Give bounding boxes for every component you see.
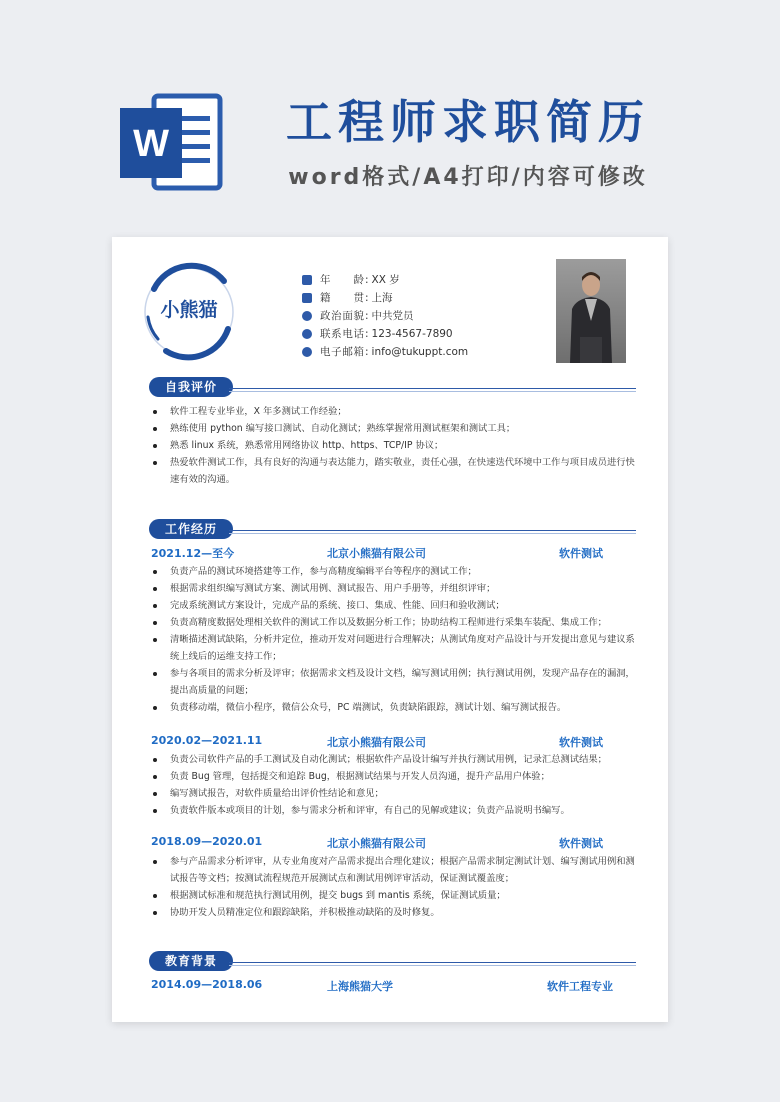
list-item: 负责产品的测试环境搭建等工作，参与高精度编辑平台等程序的测试工作； — [148, 563, 638, 580]
job-header — [151, 734, 621, 750]
education-school: 上海熊猫大学 — [327, 980, 393, 993]
job-date: 2018.09—2020.01 — [151, 835, 263, 848]
banner — [0, 0, 780, 230]
list-item: 负责公司软件产品的手工测试及自动化测试；根据软件产品设计编写并执行测试用例，记录汇总测试结果； — [148, 751, 638, 768]
job-role: 软件测试 — [559, 547, 603, 560]
education-major: 软件工程专业 — [547, 980, 613, 993]
section-title: 教育背景 — [149, 951, 233, 971]
banner-title: 工程师求职简历 — [286, 95, 650, 149]
list-item: 负责高精度数据处理相关软件的测试工作以及数据分析工作；协助结构工程师进行采集车装配、集成工作； — [148, 614, 638, 631]
list-item: 清晰描述测试缺陷，分析并定位，推动开发对问题进行合理解决；从测试角度对产品设计与开发提出意见与建议系统上线后的运维支持工作； — [148, 631, 638, 665]
calendar-icon — [302, 275, 312, 285]
list-item: 编写测试报告，对软件质量给出评价性结论和意见； — [148, 785, 638, 802]
section-work — [149, 519, 636, 539]
job-company: 北京小熊猫有限公司 — [327, 837, 426, 850]
banner-subtitle: word格式/A4打印/内容可修改 — [288, 165, 648, 190]
section-title: 自我评价 — [149, 377, 233, 397]
list-item: 根据测试标准和规范执行测试用例，提交 bugs 到 mantis 系统，保证测试质量； — [148, 887, 638, 904]
education-row — [151, 978, 621, 994]
section-title: 工作经历 — [149, 519, 233, 539]
job-duties-list — [148, 751, 638, 819]
location-icon — [302, 311, 312, 321]
resume-page — [112, 237, 668, 1022]
list-item: 熟练使用 python 编写接口测试、自动化测试；熟练掌握常用测试框架和测试工具； — [148, 420, 638, 437]
job-company: 北京小熊猫有限公司 — [327, 547, 426, 560]
profile-photo — [556, 259, 626, 363]
info-value: 123-4567-7890 — [371, 328, 453, 340]
list-item: 参与产品需求分析评审，从专业角度对产品需求提出合理化建议；根据产品需求制定测试计划、编写测试用例和测试报告等文档；按测试流程规范开展测试点和测试用例评审活动，保证测试覆盖度； — [148, 853, 638, 887]
self-eval-list — [148, 403, 638, 488]
mail-icon — [302, 347, 312, 357]
word-logo-icon — [116, 88, 226, 198]
job-company: 北京小熊猫有限公司 — [327, 736, 426, 749]
info-value: 中共党员 — [371, 310, 414, 322]
job-role: 软件测试 — [559, 736, 603, 749]
info-value: 上海 — [371, 292, 393, 304]
word-logo-letter: W — [133, 123, 169, 165]
info-label: 联系电话 — [320, 328, 364, 340]
list-item: 负责软件版本或项目的计划，参与需求分析和评审，有自己的见解或建议；负责产品说明书编写。 — [148, 802, 638, 819]
info-label: 籍贯 — [320, 292, 364, 304]
info-row-political: 政治面貌 : 中共党员 — [302, 307, 468, 325]
job-duties-list — [148, 563, 638, 716]
info-value: XX 岁 — [371, 274, 400, 286]
info-label: 政治面貌 — [320, 310, 364, 322]
list-item: 根据需求组织编写测试方案、测试用例、测试报告、用户手册等，并组织评审； — [148, 580, 638, 597]
education-date: 2014.09—2018.06 — [151, 978, 263, 991]
list-item: 协助开发人员精准定位和跟踪缺陷，并积极推动缺陷的及时修复。 — [148, 904, 638, 921]
job-header — [151, 545, 621, 561]
info-row-email: 电子邮箱 : info@tukuppt.com — [302, 343, 468, 361]
list-item: 熟悉 linux 系统，熟悉常用网络协议 http、https、TCP/IP 协议； — [148, 437, 638, 454]
job-date: 2021.12—至今 — [151, 547, 235, 560]
list-item: 软件工程专业毕业，X 年多测试工作经验； — [148, 403, 638, 420]
candidate-name: 小熊猫 — [160, 299, 218, 321]
info-row-age: 年龄 : XX 岁 — [302, 271, 468, 289]
list-item: 负责 Bug 管理，包括提交和追踪 Bug，根据测试结果与开发人员沟通，提升产品用户体验； — [148, 768, 638, 785]
info-value: info@tukuppt.com — [371, 346, 469, 358]
list-item: 负责移动端，微信小程序，微信公众号，PC 端测试，负责缺陷跟踪，测试计划、编写测试报告。 — [148, 699, 638, 716]
job-date: 2020.02—2021.11 — [151, 734, 263, 747]
section-self-eval — [149, 377, 636, 397]
info-row-phone: 联系电话 : 123-4567-7890 — [302, 325, 468, 343]
home-icon — [302, 293, 312, 303]
info-label: 年龄 — [320, 274, 364, 286]
phone-icon — [302, 329, 312, 339]
personal-info — [302, 271, 468, 361]
job-duties-list — [148, 853, 638, 921]
list-item: 完成系统测试方案设计，完成产品的系统、接口、集成、性能、回归和验收测试； — [148, 597, 638, 614]
list-item: 参与各项目的需求分析及评审；依据需求文档及设计文档，编写测试用例；执行测试用例，发现产品存在的漏洞，提出高质量的问题； — [148, 665, 638, 699]
job-header — [151, 835, 621, 851]
list-item: 热爱软件测试工作，具有良好的沟通与表达能力，踏实敬业，责任心强，在快速迭代环境中工作与项目成员进行快速有效的沟通。 — [148, 454, 638, 488]
job-role: 软件测试 — [559, 837, 603, 850]
section-education — [149, 951, 636, 971]
info-label: 电子邮箱 — [320, 346, 364, 358]
info-row-hometown: 籍贯 : 上海 — [302, 289, 468, 307]
